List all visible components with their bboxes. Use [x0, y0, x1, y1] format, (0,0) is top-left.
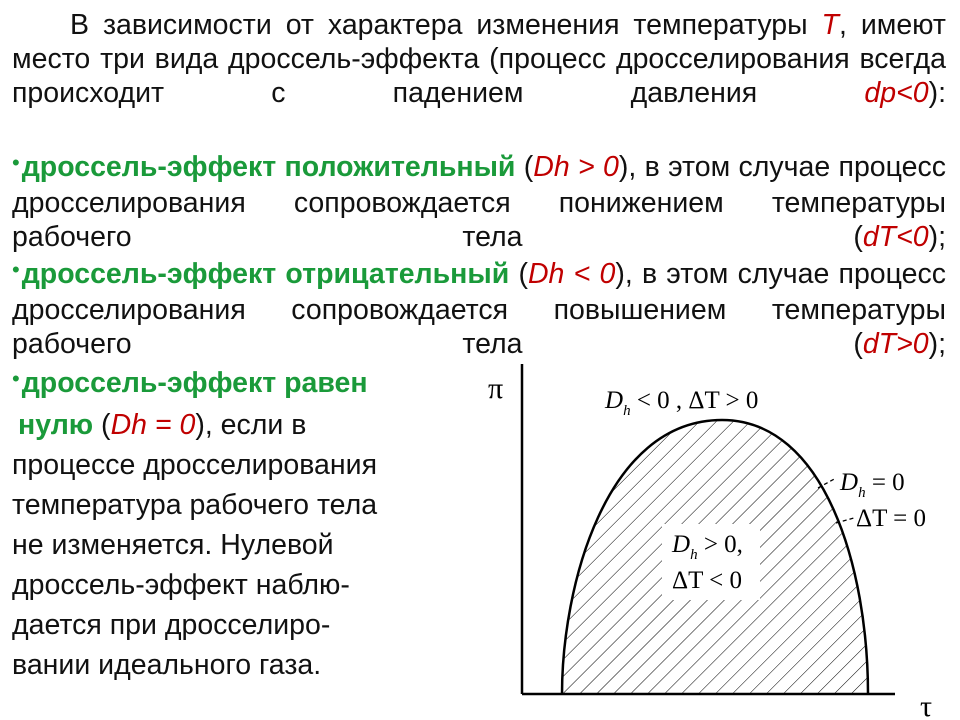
item-zero-line-2 — [12, 405, 412, 445]
boundary-label-line-2: ΔT = 0 — [856, 505, 926, 532]
item-zero-text: процессе дросселирования — [12, 449, 378, 481]
intro-text-2: , имеют место три вида дроссель-эффекта (процесс дросселирования всегда происходит с падением давления — [12, 9, 946, 109]
item-negative-title: дроссель-эффект отрицательный — [21, 258, 510, 290]
item-zero-text: ), если в — [195, 409, 307, 441]
item-zero — [12, 363, 412, 685]
inner-label-line-2: ΔT < 0 — [672, 567, 742, 594]
temperature-symbol: T — [821, 9, 839, 41]
paren-open: ( — [509, 258, 528, 290]
item-negative-dt: dT>0 — [862, 328, 929, 360]
bullet-icon: • — [12, 150, 20, 175]
item-zero-text: температура рабочего тела — [12, 489, 378, 521]
item-positive-dt: dT<0 — [862, 221, 929, 253]
item-negative-text: ), в этом случае процесс дросселирования сопровождается повышением температуры рабочего тела ( — [12, 258, 946, 360]
pressure-condition: dp<0 — [864, 77, 929, 109]
item-zero-condition: Dh = 0 — [110, 409, 196, 441]
inner-label-line-1: $D_h > 0$, — [672, 531, 743, 563]
paren-open: ( — [515, 151, 534, 183]
paren-close: ); — [928, 328, 946, 360]
throttle-effect-diagram — [440, 358, 955, 720]
item-zero-title-2: нулю — [18, 409, 94, 441]
x-axis-label: τ — [920, 690, 933, 720]
paren-open: ( — [93, 409, 111, 441]
item-zero-text: дается при дросселиро- — [12, 609, 331, 641]
item-positive-title: дроссель-эффект положительный — [21, 151, 516, 183]
item-zero-text: дроссель-эффект наблю- — [12, 569, 350, 601]
intro-text-3: ): — [928, 77, 946, 109]
bullet-icon: • — [12, 257, 20, 282]
y-axis-label: π — [488, 372, 504, 405]
bullet-icon: • — [12, 366, 20, 391]
item-zero-text: вании идеального газа. — [12, 649, 322, 681]
intro-paragraph — [12, 8, 946, 144]
item-zero-text: не изменяется. Нулевой — [12, 529, 334, 561]
paren-close: ); — [928, 221, 946, 253]
boundary-label-line-1: $D_h = 0$ — [840, 469, 905, 501]
item-positive-condition: Dh > 0 — [533, 151, 619, 183]
item-negative-condition: Dh < 0 — [527, 258, 616, 290]
item-positive-text: ), в этом случае процесс дросселирования сопровождается понижением температуры рабочего тела ( — [12, 151, 946, 253]
item-zero-title: дроссель-эффект равен — [21, 367, 368, 399]
intro-text-1: В зависимости от характера изменения температуры — [70, 9, 822, 41]
item-zero-line-1 — [12, 363, 412, 405]
outer-region-label: $D_h < 0$ , ΔT > 0 — [605, 387, 759, 419]
